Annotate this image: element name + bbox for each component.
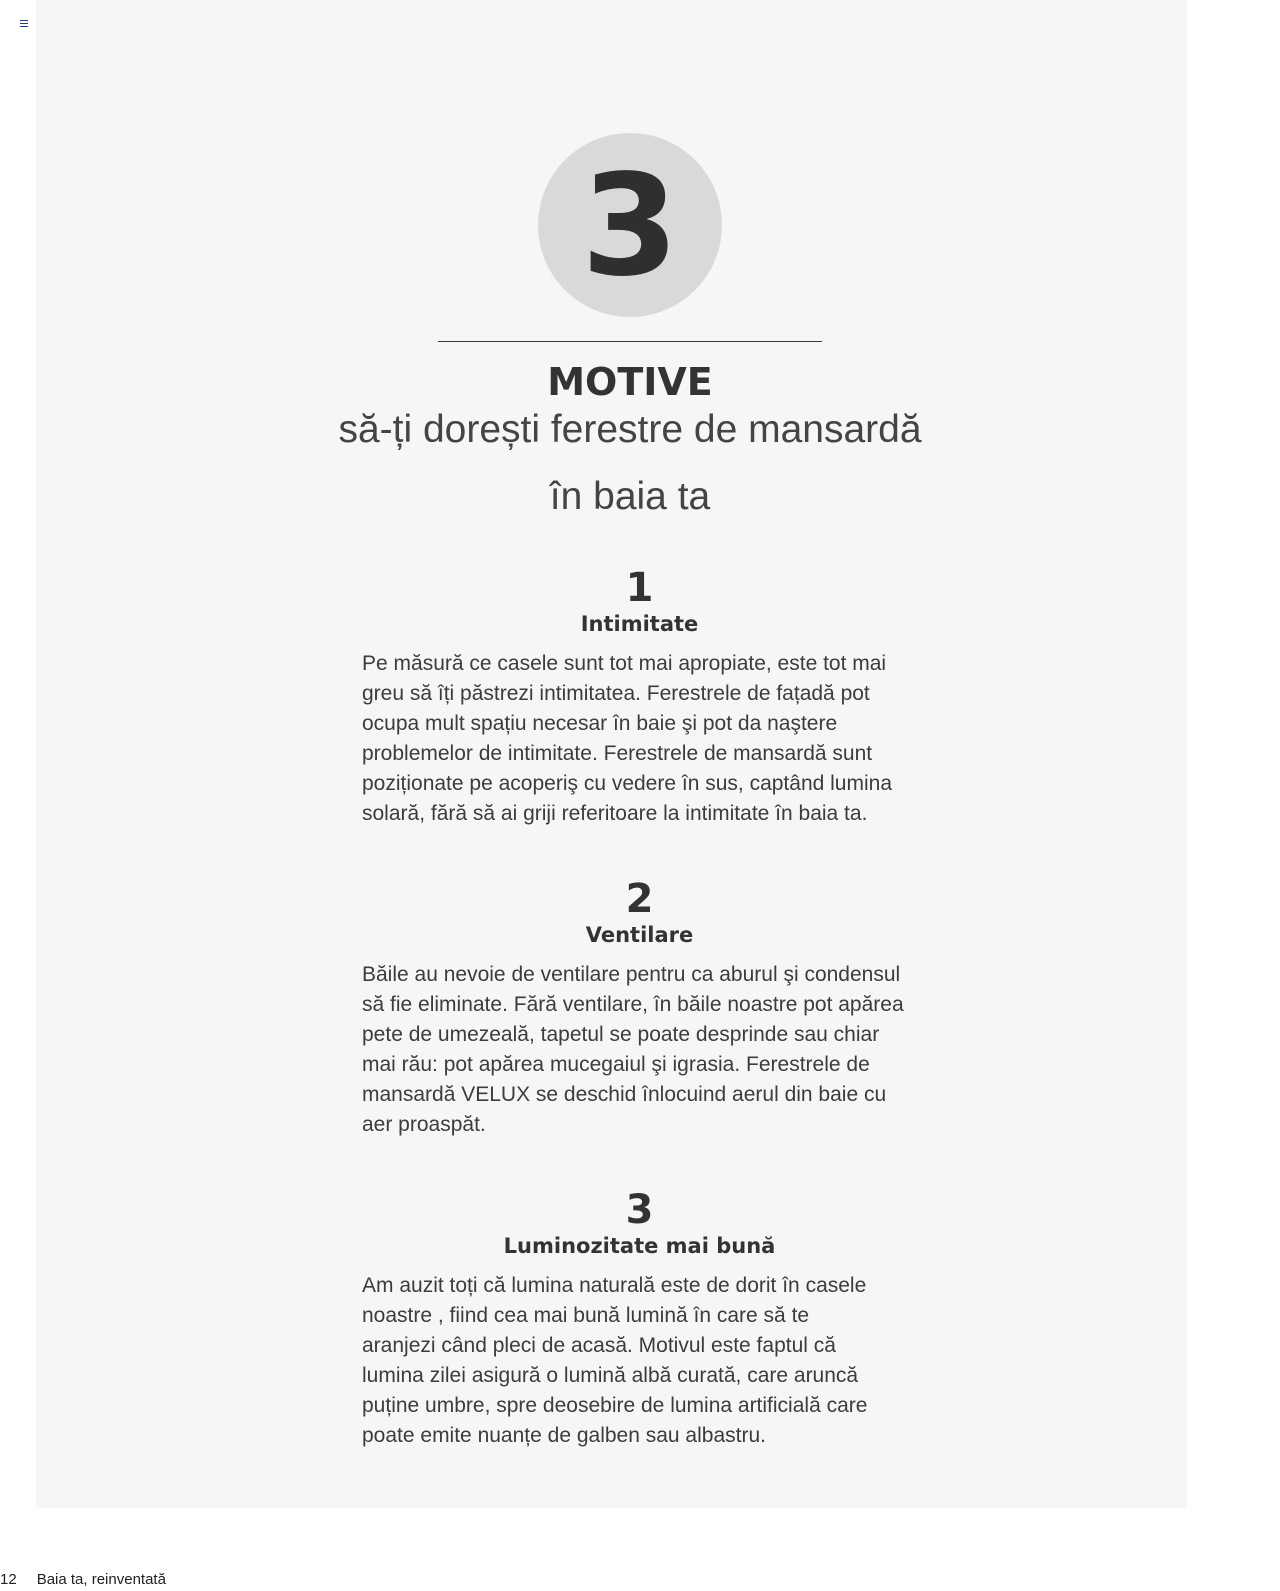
reason-section-light [362, 1188, 917, 1451]
reason-body: Pe măsură ce casele sunt tot mai apropiate, este tot mai greu să îți păstrezi intimitatea. Ferestrele de fațadă pot ocupa mult spațiu necesar în baie şi pot da naştere problemelor de intimitate. Ferestrele de mansardă sunt poziționate pe acoperiş cu vedere în sus, captând lumina solară, fără să ai griji referitoare la intimitate în baia ta. [362, 652, 892, 825]
reason-title: Intimitate [580, 612, 699, 636]
reason-title: Luminozitate mai bună [503, 1234, 776, 1258]
badge-number: 3 [581, 145, 679, 308]
reason-number: 3 [625, 1187, 654, 1233]
menu-icon[interactable] [20, 20, 28, 27]
reason-section-ventilation [362, 877, 917, 1140]
page-title: MOTIVE [547, 360, 713, 404]
reason-number: 1 [625, 565, 654, 611]
title-divider [438, 341, 822, 342]
reason-title: Ventilare [585, 923, 694, 947]
page-number: 12 [0, 1571, 17, 1588]
reason-number: 2 [625, 876, 654, 922]
page-subtitle-line-2: în baia ta [549, 475, 711, 518]
reason-section-privacy [362, 566, 917, 829]
number-badge [538, 133, 722, 317]
page-footer [0, 1571, 166, 1588]
reason-body: Băile au nevoie de ventilare pentru ca aburul şi condensul să fie eliminate. Fără ventilare, în băile noastre pot apărea pete de umezeală, tapetul se poate desprinde sau chiar mai rău: pot apărea mucegaiul şi igrasia. Ferestrele de mansardă VELUX se deschid înlocuind aerul din baie cu aer proaspăt. [362, 963, 904, 1136]
reason-body: Am auzit toți că lumina naturală este de dorit în casele noastre , fiind cea mai bună lumină în care să te aranjezi când pleci de acasă. Motivul este faptul că lumina zilei asigură o lumină albă curată, care aruncă puține umbre, spre deosebire de lumina artificială care poate emite nuanțe de galben sau albastru. [362, 1274, 868, 1447]
page-subtitle-line-1: să-ți dorești ferestre de mansardă [338, 408, 922, 451]
section-name: Baia ta, reinventată [36, 1571, 166, 1588]
